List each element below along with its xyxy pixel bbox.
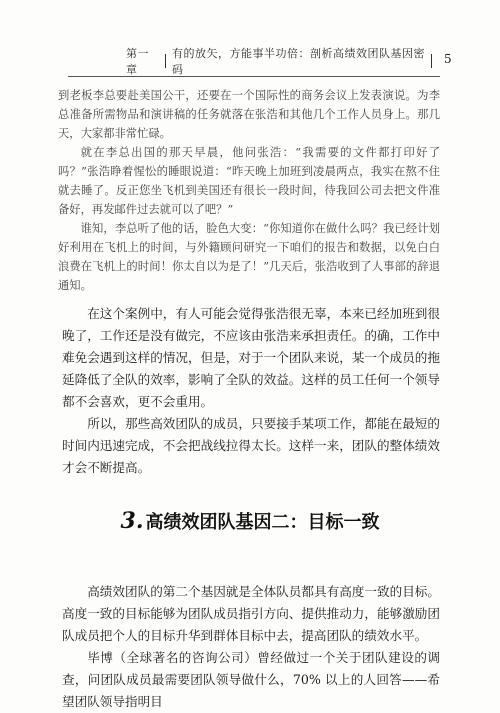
body-paragraph: 在这个案例中，有人可能会觉得张浩很无辜，本来已经加班到很晚了，工作还是没有做完，不应该由张浩来承担责任。的确，工作中难免会遇到这样的情况，但是，对于一个团队来说，某一个成员的拖延降低了全队的效率，影响了全队的效益。这样的员工任何一个领导都不会喜欢，更不会重用。	[62, 306, 440, 409]
header-divider	[165, 54, 166, 68]
chapter-label: 第一章	[126, 47, 149, 76]
body-paragraph: 所以，那些高效团队的成员，只要接手某项工作，都能在最短的时间内迅速完成，不会把战线拉得太长。这样一来，团队的整体绩效才会不断提高。	[62, 416, 440, 475]
body-paragraph: 高绩效团队的第二个基因就是全体队员都具有高度一致的目标。高度一致的目标能够为团队成员指引方向、提供推动力，能够激励团队成员把个人的目标升华到群体目标中去，提高团队的绩效水平。	[62, 584, 440, 643]
body-section-2	[62, 581, 440, 713]
header-rule	[68, 76, 440, 77]
case-paragraph: 到老板李总要赴美国公干，还要在一个国际性的商务会议上发表演说。为李总准备所需物品和演讲稿的任务就落在张浩和其他几个工作人员身上。那几天，大家都非常忙碌。	[58, 89, 440, 140]
case-story	[58, 86, 440, 295]
section-title: 高绩效团队基因二：目标一致	[145, 512, 380, 533]
body-paragraph: 毕博（全球著名的咨询公司）曾经做过一个关于团队建设的调查，问团队成员最需要团队领导做什么，70% 以上的人回答——希望团队领导指明目	[62, 650, 440, 709]
body-section-1	[62, 303, 440, 479]
case-paragraph: 谁知，李总听了他的话，脸色大变：“你知道你在做什么吗？我已经计划好利用在飞机上的时间，与外籍顾问研究一下咱们的报告和数据，以免白白浪费在飞机上的时间！你太自以为是了！”几天后，张浩收到了人事部的辞退通知。	[58, 222, 440, 292]
page-number: 5	[444, 52, 452, 66]
case-paragraph: 就在李总出国的那天早晨，他问张浩：“我需要的文件都打印好了吗？”张浩睁着惺忪的睡眼说道：“昨天晚上加班到凌晨两点，我实在熬不住就去睡了。反正您坐飞机到美国还有很长一段时间，待我回公司去把文件准备好，再发邮件过去就可以了吧？”	[58, 146, 440, 216]
header-divider	[431, 54, 432, 68]
running-header	[126, 47, 438, 76]
section-heading	[0, 508, 500, 534]
section-number: 3.	[120, 508, 144, 534]
chapter-title: 有的放矢，方能事半功倍：剖析高绩效团队基因密码	[171, 47, 425, 76]
